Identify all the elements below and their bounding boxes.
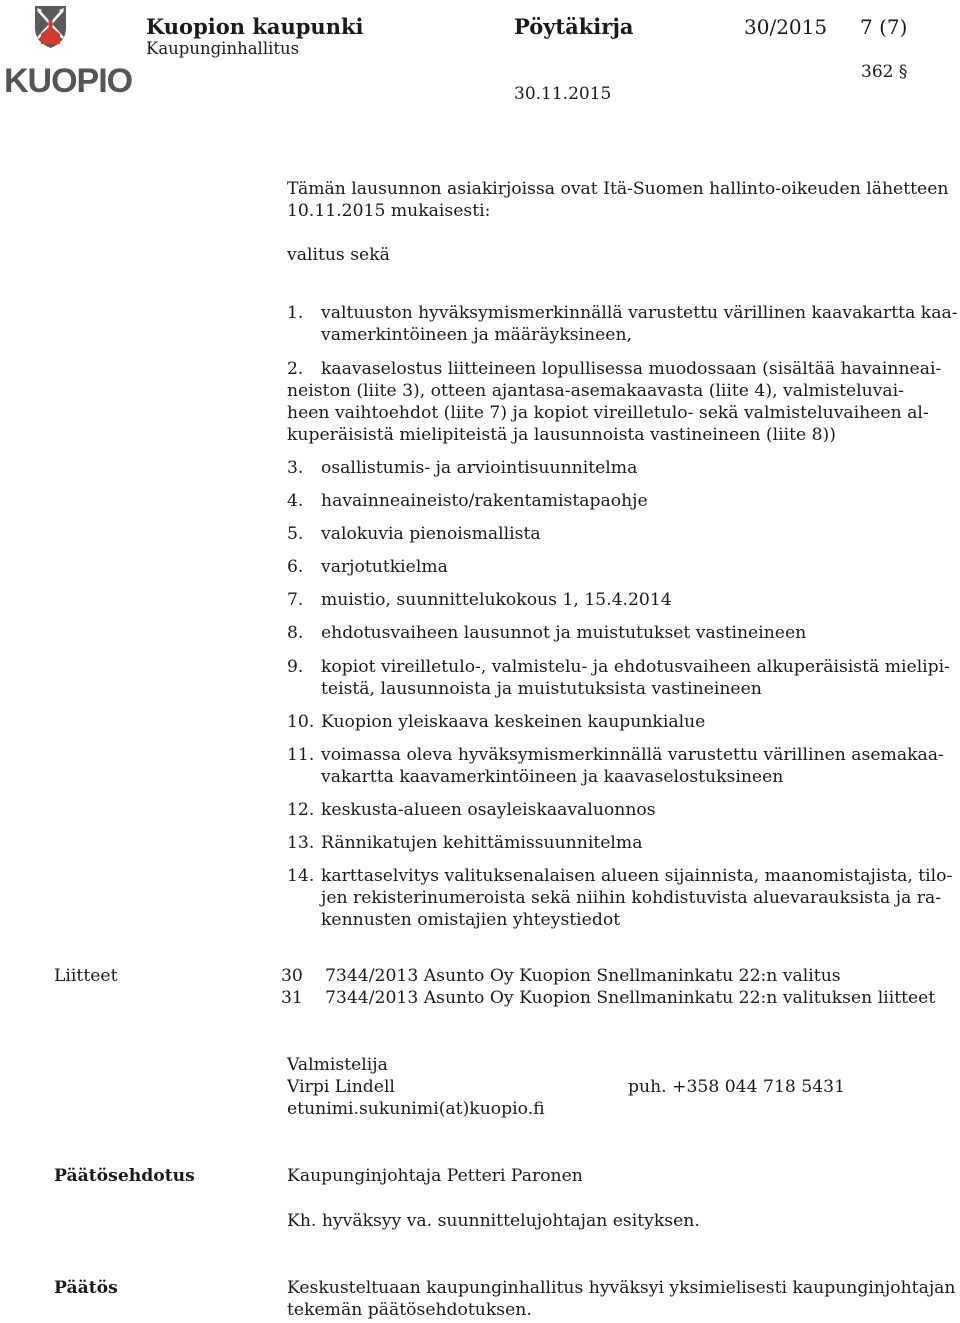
list-item: vamerkintöineen ja määräyksineen, xyxy=(321,325,633,345)
list-item: Kuopion yleiskaava keskeinen kaupunkialue xyxy=(321,712,706,732)
proposal-text: Kh. hyväksyy va. suunnittelujohtajan esityksen. xyxy=(287,1211,700,1231)
decision-line-2: tekemän päätösehdotuksen. xyxy=(287,1300,532,1320)
decision-label: Päätös xyxy=(54,1278,118,1298)
list-item: valokuvia pienoismallista xyxy=(321,524,541,544)
list-item: Rännikatujen kehittämissuunnitelma xyxy=(321,833,643,853)
list-item: voimassa oleva hyväksymismerkinnällä varustettu värillinen asemakaa- xyxy=(321,745,944,765)
list-item-number: 2. xyxy=(287,359,304,379)
list-item-number: 3. xyxy=(287,458,304,478)
list-item-number: 9. xyxy=(287,657,304,677)
meeting-date: 30.11.2015 xyxy=(514,84,612,104)
body-name: Kaupunginhallitus xyxy=(146,39,300,58)
list-item-number: 5. xyxy=(287,524,304,544)
attachment-link[interactable]: 7344/2013 Asunto Oy Kuopion Snellmaninkatu 22:n valitus xyxy=(325,966,841,986)
list-item: valtuuston hyväksymismerkinnällä varustettu värillinen kaavakartta kaa- xyxy=(321,303,958,323)
list-item-number: 12. xyxy=(287,800,315,820)
list-item-number: 14. xyxy=(287,866,315,886)
attachment-number: 31 xyxy=(281,988,303,1008)
list-item: kopiot vireilletulo-, valmistelu- ja ehdotusvaiheen alkuperäisistä mielipi- xyxy=(321,657,950,677)
list-item: kennusten omistajien yhteystiedot xyxy=(321,910,621,930)
list-item: neiston (liite 3), otteen ajantasa-asemakaavasta (liite 4), valmisteluvai- xyxy=(287,381,904,401)
attachment-link[interactable]: 7344/2013 Asunto Oy Kuopion Snellmaninkatu 22:n valituksen liitteet xyxy=(325,988,936,1008)
document-number: 30/2015 xyxy=(744,15,828,39)
list-item: muistio, suunnittelukokous 1, 15.4.2014 xyxy=(321,590,672,610)
intro-line-2: 10.11.2015 mukaisesti: xyxy=(287,201,491,221)
kuopio-coat-of-arms-icon xyxy=(4,4,133,100)
preparer-name: Virpi Lindell xyxy=(287,1077,395,1097)
list-item-number: 13. xyxy=(287,833,315,853)
valitus-text: valitus sekä xyxy=(287,245,390,265)
list-item-number: 8. xyxy=(287,623,304,643)
proposal-author: Kaupunginjohtaja Petteri Paronen xyxy=(287,1166,583,1186)
list-item-number: 10. xyxy=(287,712,315,732)
svg-text:KUOPIO: KUOPIO xyxy=(4,62,133,100)
list-item: heen vaihtoehdot (liite 7) ja kopiot vireilletulo- sekä valmisteluvaiheen al- xyxy=(287,403,929,423)
kuopio-logo xyxy=(4,4,133,100)
list-item-number: 6. xyxy=(287,557,304,577)
list-item-number: 4. xyxy=(287,491,304,511)
list-item-number: 7. xyxy=(287,590,304,610)
preparer-phone: puh. +358 044 718 5431 xyxy=(628,1077,846,1097)
list-item: havainneaineisto/rakentamistapaohje xyxy=(321,491,648,511)
org-name: Kuopion kaupunki xyxy=(146,14,364,39)
list-item: ehdotusvaiheen lausunnot ja muistutukset vastineineen xyxy=(321,623,807,643)
list-item: varjotutkielma xyxy=(321,557,448,577)
proposal-label: Päätösehdotus xyxy=(54,1166,195,1186)
list-item: karttaselvitys valituksenalaisen alueen sijainnista, maanomistajista, tilo- xyxy=(321,866,953,886)
document-type: Pöytäkirja xyxy=(514,14,634,39)
list-item: keskusta-alueen osayleiskaavaluonnos xyxy=(321,800,656,820)
list-item: vakartta kaavamerkintöineen ja kaavaselostuksineen xyxy=(321,767,784,787)
page-number: 7 (7) xyxy=(860,15,908,39)
decision-line-1: Keskusteltuaan kaupunginhallitus hyväksyi yksimielisesti kaupunginjohtajan xyxy=(287,1278,956,1298)
attachment-number: 30 xyxy=(281,966,303,986)
list-item-number: 1. xyxy=(287,303,304,323)
preparer-email: etunimi.sukunimi(at)kuopio.fi xyxy=(287,1099,545,1119)
attachments-label: Liitteet xyxy=(54,966,118,986)
list-item-number: 11. xyxy=(287,745,315,765)
section-number: 362 § xyxy=(861,62,908,82)
list-item: kuperäisistä mielipiteistä ja lausunnoista vastineineen (liite 8)) xyxy=(287,425,836,445)
intro-line-1: Tämän lausunnon asiakirjoissa ovat Itä-Suomen hallinto-oikeuden lähetteen xyxy=(287,179,949,199)
list-item: jen rekisterinumeroista sekä niihin kohdistuvista aluevarauksista ja ra- xyxy=(321,888,942,908)
list-item: teistä, lausunnoista ja muistutuksista vastineineen xyxy=(321,679,762,699)
preparer-role: Valmistelija xyxy=(287,1055,388,1075)
list-item: kaavaselostus liitteineen lopullisessa muodossaan (sisältää havainneai- xyxy=(321,359,942,379)
list-item: osallistumis- ja arviointisuunnitelma xyxy=(321,458,638,478)
